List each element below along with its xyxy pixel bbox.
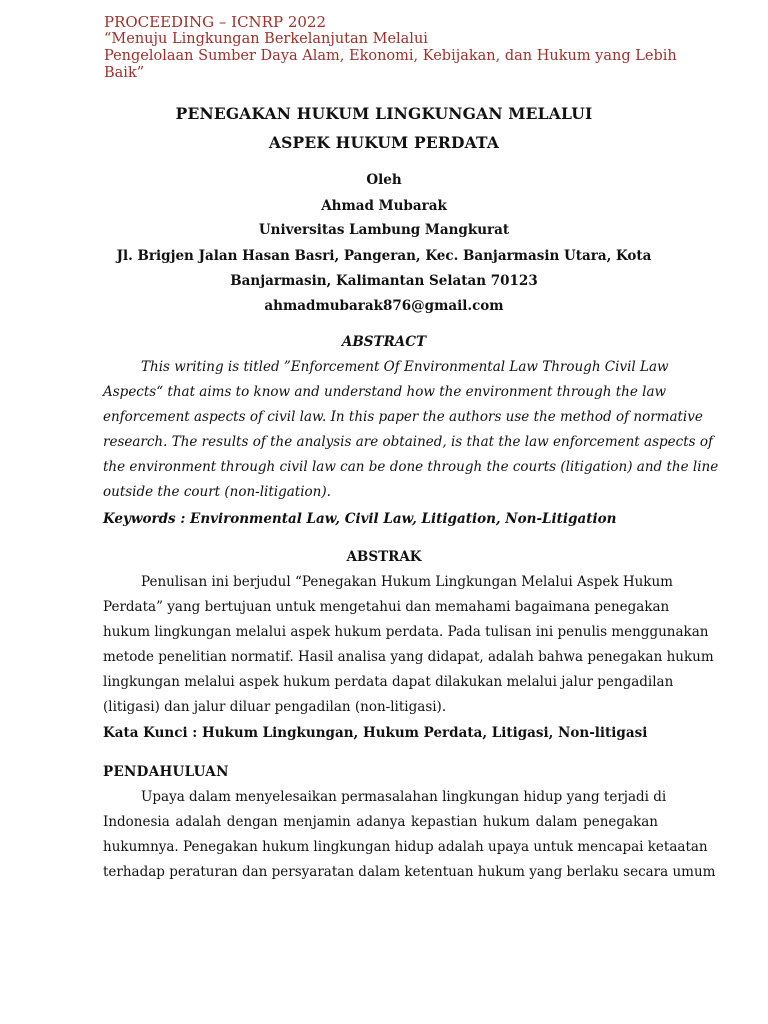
introduction-heading: PENDAHULUAN: [103, 764, 229, 780]
abstract-line: the environment through civil law can be done through the courts (litigation) and the line: [103, 459, 719, 475]
paper-title-line-2: ASPEK HUKUM PERDATA: [268, 133, 500, 152]
author-by: Oleh: [366, 172, 402, 188]
introduction-body: [103, 785, 716, 885]
abstrak-heading: ABSTRAK: [346, 549, 422, 565]
abstrak-line: (litigasi) dan jalur diluar pengadilan (non-litigasi).: [103, 699, 447, 715]
proceeding-theme-line-1: “Menuju Lingkungan Berkelanjutan Melalui: [104, 31, 428, 47]
abstract-body: [103, 355, 719, 505]
abstrak-line: Penulisan ini berjudul “Penegakan Hukum Lingkungan Melalui Aspek Hukum: [141, 574, 673, 590]
abstrak-line: Perdata” yang bertujuan untuk mengetahui dan memahami bagaimana penegakan: [103, 599, 670, 615]
introduction-line: hukumnya. Penegakan hukum lingkungan hidup adalah upaya untuk mencapai ketaatan: [103, 839, 708, 855]
abstract-line: Aspects“ that aims to know and understand how the environment through the law: [103, 384, 667, 400]
abstract-heading: ABSTRACT: [341, 334, 427, 350]
author-name: Ahmad Mubarak: [321, 198, 447, 214]
author-address-line-2: Banjarmasin, Kalimantan Selatan 70123: [230, 273, 538, 289]
abstrak-body: [103, 570, 714, 720]
proceeding-theme-line-3: Baik”: [104, 65, 145, 81]
abstrak-line: metode penelitian normatif. Hasil analisa yang didapat, adalah bahwa penegakan hukum: [103, 649, 714, 665]
author-address-line-1: Jl. Brigjen Jalan Hasan Basri, Pangeran, Kec. Banjarmasin Utara, Kota: [116, 248, 652, 264]
proceeding-header: [104, 13, 677, 82]
abstract-keywords: Keywords : Environmental Law, Civil Law, Litigation, Non-Litigation: [103, 511, 617, 527]
paper-title-line-1: PENEGAKAN HUKUM LINGKUNGAN MELALUI: [175, 104, 593, 123]
abstrak-line: hukum lingkungan melalui aspek hukum perdata. Pada tulisan ini penulis menggunakan: [103, 624, 709, 640]
abstrak-keywords: Kata Kunci : Hukum Lingkungan, Hukum Perdata, Litigasi, Non-litigasi: [103, 725, 648, 741]
proceeding-theme-line-2: Pengelolaan Sumber Daya Alam, Ekonomi, Kebijakan, dan Hukum yang Lebih: [104, 48, 677, 64]
abstract-line: outside the court (non-litigation).: [103, 484, 331, 500]
introduction-line: Indonesia adalah dengan menjamin adanya kepastian hukum dalam penegakan: [103, 814, 658, 830]
abstract-line: This writing is titled ”Enforcement Of Environmental Law Through Civil Law: [141, 359, 669, 375]
introduction-line: Upaya dalam menyelesaikan permasalahan lingkungan hidup yang terjadi di: [141, 789, 667, 805]
abstract-line: enforcement aspects of civil law. In this paper the authors use the method of normative: [103, 409, 703, 425]
introduction-line: terhadap peraturan dan persyaratan dalam ketentuan hukum yang berlaku secara umum: [103, 864, 716, 880]
abstract-line: research. The results of the analysis are obtained, is that the law enforcement aspects of: [103, 434, 713, 450]
author-email: ahmadmubarak876@gmail.com: [264, 298, 504, 314]
abstrak-line: lingkungan melalui aspek hukum perdata dapat dilakukan melalui jalur pengadilan: [103, 674, 674, 690]
proceeding-name: PROCEEDING – ICNRP 2022: [104, 13, 327, 31]
author-affiliation: Universitas Lambung Mangkurat: [258, 222, 510, 238]
